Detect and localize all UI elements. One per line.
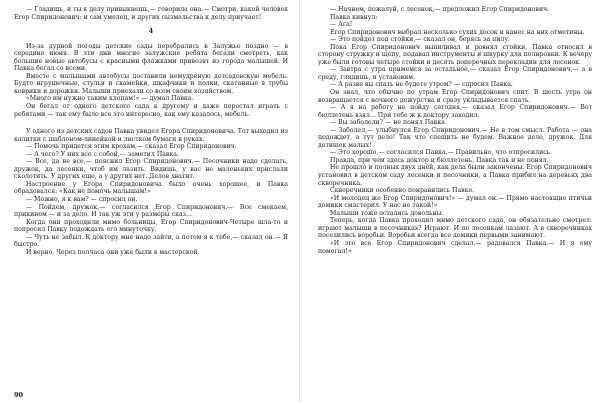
page-number: 90: [14, 391, 23, 399]
paragraph: — Вы заболели? — не понял Павка.: [330, 119, 447, 127]
paragraph: — Все, да не все,— пояснил Егор Спиридонович.— Песочники надо сделать, дружок, да лесенки, чтоб им лазить. Видишь, у вас не маленьких прислали сколотить. У других еще, а у других нет. Делов хватит.: [14, 158, 288, 181]
paragraph: — Начнем, пожалуй, с лесенок,— предложил Егор Спиридонович.: [330, 6, 550, 13]
section-break: [14, 118, 288, 128]
left-text-column: [14, 6, 288, 397]
paragraph: — Завтра с утра примемся за остальное,— сказал Егор Спиридонович,— а в среду, глядишь, и установим.: [318, 66, 592, 81]
paragraph: — Помочь придется этим крохам,— сказал Егор Спиридонович.: [26, 143, 237, 151]
paragraph: — Пойдем, дружок,— согласился Егор Спиридонович.— Все смекаем, прикинем — и за дело. И так уж эти у размеры сказ...: [14, 203, 288, 219]
paragraph: Он знал, что обычно по утрам Егор Спиридонович спит. В шесть утра он возвращается с ночного дежурства и сразу укладывается спать.: [318, 89, 592, 104]
paragraph: — Чуть не забыл. К доктору мне надо зайти, а потом я к тебе,— сказал он.— Я быстро.: [14, 233, 288, 249]
paragraph: Скворечники особенно понравились Павке.: [330, 187, 475, 195]
left-top-section: [14, 6, 288, 21]
paragraph: Егор Спиридонович выбрал несколько сухих досок и нанес на них отметины.: [330, 28, 585, 36]
left-mid-section: [14, 43, 288, 118]
paragraph: И верно. Через полчаса они уже были в мастерской.: [26, 248, 200, 256]
paragraph: Настроение у Егора Спиридоновича было очень хорошее, и Павка обрадовался: «Как не помочь малышам!»: [14, 180, 288, 196]
paragraph: — Ага!: [330, 21, 353, 29]
paragraph: «Много им нужно таким клопам!» — думал Павка.: [26, 95, 194, 103]
paragraph: Правда, при чем здесь доктор и бюллетень, Павка так и не понял.: [330, 156, 549, 164]
paragraph: Он бегал от одного детского сада к другому и даже перестал играть с ребятами — так ему было все это интересно, как ему казалось, мебель.: [14, 103, 288, 118]
left-bottom-section: [14, 128, 288, 256]
paragraph: У одного из детских садов Павка увидел Егора Спиридоновича. Тот выходил из калитки с шаблоном-линейкой и листком бумаги в руках.: [14, 128, 288, 143]
paragraph: — Гладишь, и ты к делу привыкнешь,— говорила она.— Смотри, какой человек Егор Спиридонович: и сам умелец, и других сызмальства к делу приучает!: [14, 6, 288, 21]
paragraph: Пока Егор Спиридонович выпиливал и ровнял стойки, Павка относил в сторону стружку и щепу, подавал инструменты и шкурку для полировки. К вечеру уже были готовы четыре стойки и десять поперечных перекладин для лесенок.: [318, 43, 592, 66]
paragraph: — А чего? У них все с собой,— заметил Павка.: [26, 150, 179, 158]
paragraph: — Это пойдет под стойки,— сказал он, берясь за пилу.: [330, 36, 510, 44]
paragraph: Вместе с малышами автобусы доставили немудреную детсадовскую мебель. Будто игрушечные, стулья и скамейки, шкафчики и полки, скатанные в трубы коврики и дорожки. Малыши приехали со всем своим хозяйством.: [14, 72, 288, 95]
paragraph: Павка кивнул:: [330, 13, 378, 21]
paragraph: Не прошло и полных двух дней, как дела были закончены. Егор Спиридонович установил в детском саду лесенки и песочники, а Павка прибил на деревьях два скворечника.: [318, 164, 592, 187]
right-text-column: [318, 6, 592, 397]
paragraph: Малыши тоже остались довольны.: [330, 209, 444, 217]
chapter-number: 4: [148, 27, 154, 36]
right-page: [300, 0, 600, 403]
paragraph: — Можно, я к вам? — спросил он.: [26, 196, 138, 204]
paragraph: — Это хорошо,— согласился Павка.— Правильно, что отпросились.: [330, 149, 553, 157]
paragraph: «И это все Егор Спиридонович сделал,— радовался Павка.— И я ему помогал!»: [318, 239, 592, 255]
paragraph: Когда они проходили мимо больницы, Егор Спиридонович-Четыре шла-то и попросил Павку подождать его минуточку.: [14, 218, 288, 234]
paragraph: — А разве вы спать не будете утром? — спросил Павка.: [330, 81, 513, 89]
paragraph: Из-за дурной погоды детские сады перебрались в Залужье поздно — в середине июня. В эти дни многие залужские ребята бегали смотреть, как большие новые автобусы с красными флажками привозят из города малышей. И Павка бегал со всеми.: [14, 42, 288, 73]
paragraph: «И молодец же Егор Спиридонович!» — думал он.— Прямо настоящие птичьи домики смастерил. У нас не такой!»: [318, 194, 592, 210]
paragraph: — А я на работу не пойду сегодня,— сказал Егор Спиридонович.— Вот бюллетень взял... При тебе ж к доктору заходил.: [318, 104, 592, 119]
paragraph: Теперь, когда Павка проходил мимо детского сада, он обязательно смотрел: играют малыши в песочниках? Играют. И по лесенкам лазают. А в скворечниках поселились воробьи. Воробьи всегда все домики первыми занимают.: [318, 217, 592, 240]
paragraph: — Заболел,— улыбнулся Егор Спиридонович.— Не в том смысл. Работа — она подождет, а тут дело! Так что спешить не будем. Важное дело, дружок. Для детишек малых!: [318, 126, 592, 149]
